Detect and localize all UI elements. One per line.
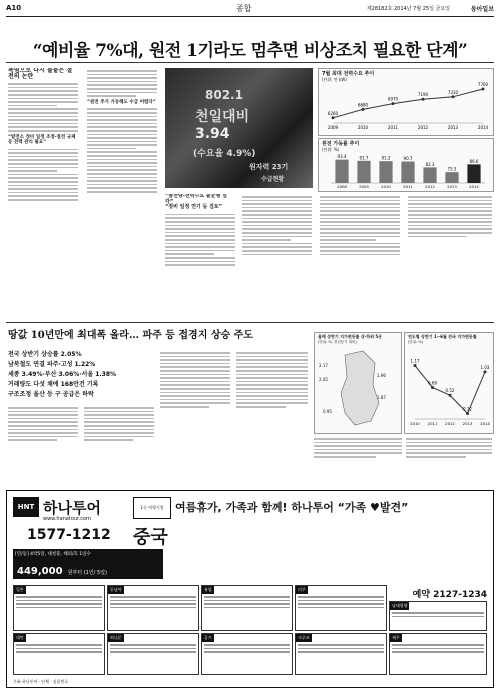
map-label-3: 1.96 bbox=[377, 373, 386, 378]
chart4-tick-label: 2013 bbox=[462, 421, 473, 426]
chart4-point bbox=[484, 370, 487, 373]
chart3-unit: (단위: %, 전년동기 대비) bbox=[318, 340, 357, 344]
chart2-value-label: 90.7 bbox=[403, 156, 413, 162]
brand-logo: HNT bbox=[13, 497, 39, 517]
lead-1: 전국 상반기 상승률 2.05% bbox=[8, 351, 82, 358]
chart2-tick-label: 2014 bbox=[469, 184, 479, 189]
lead-5: 구조조정 울산 등 구 공급은 하락 bbox=[8, 391, 94, 398]
chart-nuclear-rate bbox=[318, 138, 494, 192]
chart1-svg bbox=[319, 69, 493, 135]
land-price-leads bbox=[8, 350, 158, 400]
chart1-line bbox=[333, 89, 483, 118]
chart2-bar bbox=[467, 164, 480, 183]
land-col-2 bbox=[84, 405, 154, 483]
chart2-value-label: 91.2 bbox=[381, 155, 391, 161]
chart-land-map bbox=[314, 332, 402, 434]
ad-brand: 하나투어 bbox=[43, 499, 101, 517]
article-column-6 bbox=[408, 194, 492, 316]
chart2-value-label: 91.7 bbox=[359, 155, 369, 161]
chart2-bar bbox=[423, 167, 436, 183]
ad-cell[interactable]: 허니문 bbox=[107, 633, 199, 675]
korea-map bbox=[315, 333, 401, 433]
chart4-value-label: 0.69 bbox=[428, 380, 437, 386]
article-column-1 bbox=[8, 68, 78, 316]
map-shape bbox=[341, 351, 379, 425]
chart2-tick-label: 2008 bbox=[337, 184, 347, 189]
chart1-point bbox=[482, 88, 485, 91]
section-rule bbox=[6, 322, 494, 323]
page-header bbox=[6, 2, 494, 17]
chart1-title: 7월 최대 전력수요 추이 bbox=[322, 71, 375, 77]
chart2-tick-label: 2010 bbox=[381, 184, 391, 189]
chart1-tick-label: 2012 bbox=[417, 125, 429, 130]
article-column-2 bbox=[87, 68, 157, 316]
quote-heading-1: “발전소 정비 일정 조정·절전 규제 등 전력 관리 필요” bbox=[8, 134, 76, 146]
chart4-point bbox=[431, 386, 434, 389]
chart4-value-label: 1.03 bbox=[480, 364, 490, 370]
map-label-1: 2.17 bbox=[319, 363, 328, 368]
publisher-name: 동아일보 bbox=[470, 6, 494, 13]
chart2-tick-label: 2009 bbox=[359, 184, 369, 189]
chart4-tick-label: 2014 bbox=[480, 421, 490, 426]
ad-cell[interactable]: 일본 bbox=[13, 585, 105, 631]
photo-text-5: 원자력 23기 bbox=[249, 163, 289, 171]
mid-heading-1: “발전량-전력수요 불균형 심각” bbox=[165, 194, 227, 205]
chart-land-trend bbox=[404, 332, 494, 434]
chart4-tick-label: 2011 bbox=[427, 421, 438, 426]
chart2-svg bbox=[319, 139, 493, 191]
chart4-value-label: 1.17 bbox=[410, 358, 420, 364]
ad-cell[interactable]: 크루즈 bbox=[295, 633, 387, 675]
ad-cell[interactable]: 유럽 bbox=[201, 585, 293, 631]
ad-price-suffix: 원부터 (1인/ 5일) bbox=[67, 570, 107, 576]
headline-rule bbox=[6, 62, 494, 63]
chart1-point bbox=[422, 98, 425, 101]
land-col-3 bbox=[160, 350, 230, 483]
chart1-value-label: 6680 bbox=[357, 102, 369, 108]
chart1-value-label: 7190 bbox=[417, 92, 429, 98]
mid-heading-2: “정비 일정 연기 등 검토” bbox=[165, 204, 223, 211]
article-column-4 bbox=[242, 194, 312, 316]
chart-peak-demand bbox=[318, 68, 494, 136]
lead-3: 세종 3.49%·부산 3.06%·서울 1.38% bbox=[8, 371, 117, 378]
chart4-value-label: 0.12 bbox=[463, 406, 472, 412]
chart1-point bbox=[332, 116, 335, 119]
ad-cell[interactable]: 골프 bbox=[201, 633, 293, 675]
article-column-3 bbox=[165, 194, 235, 316]
chart1-point bbox=[392, 102, 395, 105]
ad-cell[interactable]: 미주 bbox=[295, 585, 387, 631]
article-subhead: 폭염으로 다시 불붙은 절전의 논란 bbox=[8, 68, 73, 80]
ad-phone-2[interactable]: 예약 2127-1234 bbox=[412, 590, 487, 600]
chart1-value-label: 7700 bbox=[477, 82, 489, 87]
chart2-unit: (단위: %) bbox=[322, 147, 340, 152]
photo-text-2: 천일대비 bbox=[195, 109, 250, 125]
chart2-bar bbox=[379, 161, 392, 183]
ad-footer: 주최 하나투어 · 단체 · 상품번호 · bbox=[13, 679, 71, 684]
ad-deal-box[interactable] bbox=[13, 549, 163, 579]
chart3-title: 올해 상반기 지가변동률 상·하위 5곳 bbox=[318, 334, 382, 339]
chart1-tick-label: 2014 bbox=[477, 125, 489, 130]
ad-banner-left: 1등 여행기업 bbox=[133, 497, 171, 519]
quote-heading-2: “원전 추가 가동해도 수급 어렵다” bbox=[87, 99, 156, 105]
ad-price: 449,000 bbox=[17, 566, 63, 577]
chart2-bar bbox=[357, 161, 370, 183]
article-column-5 bbox=[320, 194, 400, 316]
chart2-title: 원전 가동률 추이 bbox=[322, 141, 360, 147]
map-label-4: 1.87 bbox=[377, 395, 386, 400]
ad-cell[interactable]: 대만 bbox=[13, 633, 105, 675]
photo-text-1: 802.1 bbox=[205, 88, 243, 102]
chart1-value-label: 7310 bbox=[447, 89, 459, 95]
chart1-value-label: 6970 bbox=[387, 96, 399, 102]
photo-text-4: (수요율 4.9%) bbox=[193, 149, 256, 159]
photo-text-6: 수급현황 bbox=[261, 176, 285, 183]
chart1-tick-label: 2009 bbox=[327, 125, 339, 130]
ad-tagline: 여름휴가, 가족과 함께! 하나투어 “가족 ♥발견” bbox=[175, 501, 409, 514]
chart1-tick-label: 2010 bbox=[357, 125, 369, 130]
ad-phone[interactable]: 1577-1212 bbox=[27, 527, 111, 543]
photo-text-3: 3.94 bbox=[195, 126, 230, 142]
chart2-bar bbox=[401, 162, 414, 183]
land-price-headline: 땅값 10년만에 최대폭 올라… 파주 등 접경지 상승 주도 bbox=[8, 330, 253, 341]
chart4-value-label: 0.52 bbox=[445, 388, 455, 394]
chart4-tick-label: 2012 bbox=[445, 421, 455, 426]
section-title: 종합 bbox=[236, 4, 252, 13]
land-col-6 bbox=[406, 436, 492, 484]
ad-cell[interactable]: 동남아 bbox=[107, 585, 199, 631]
ad-deal: [연/동] 4박5일, 대청풍, 해외/호 1일수 bbox=[15, 552, 91, 557]
lead-4: 거래량도 다섯 채에 168만건 기록 bbox=[8, 381, 99, 388]
main-headline: “예비율 7%대, 원전 1기라도 멈추면 비상조치 필요한 단계” bbox=[32, 41, 468, 61]
chart1-unit: (단위: 만 kW) bbox=[322, 77, 347, 82]
land-col-1 bbox=[8, 405, 78, 483]
news-photo bbox=[165, 68, 313, 188]
issue-date: 제28182호 2014년 7월 25일 금요일 bbox=[366, 6, 450, 12]
ad-url[interactable]: www.hanatour.com bbox=[43, 516, 91, 522]
ad-cell[interactable]: 남태평양 bbox=[389, 601, 487, 631]
chart4-title: 연도별 상반기 1~6월 전국 지가변동률 bbox=[408, 334, 477, 339]
chart4-unit: (단위: %) bbox=[408, 340, 424, 344]
land-col-5 bbox=[314, 436, 402, 484]
chart1-tick-label: 2013 bbox=[447, 125, 459, 130]
chart1-value-label: 6260 bbox=[327, 110, 339, 116]
chart2-value-label: 75.5 bbox=[447, 166, 457, 172]
ad-region: 중국 bbox=[133, 527, 168, 548]
page-number: A10 bbox=[6, 4, 22, 12]
map-label-2: 2.05 bbox=[319, 377, 328, 382]
map-label-5: 0.95 bbox=[323, 409, 332, 414]
chart2-value-label: 82.3 bbox=[425, 161, 435, 167]
chart2-value-label: 93.4 bbox=[337, 154, 347, 160]
chart1-tick-label: 2011 bbox=[387, 125, 399, 130]
chart2-value-label: 86.6 bbox=[469, 158, 479, 164]
land-col-4 bbox=[236, 350, 308, 483]
chart4-point bbox=[414, 364, 417, 367]
chart1-point bbox=[362, 108, 365, 111]
chart2-tick-label: 2011 bbox=[403, 184, 413, 189]
chart4-point bbox=[449, 394, 452, 397]
chart2-tick-label: 2013 bbox=[447, 184, 457, 189]
chart2-bar bbox=[445, 172, 458, 183]
lead-2: 남북철도 연결 파주·고성 1.22% bbox=[8, 361, 96, 368]
chart2-tick-label: 2012 bbox=[425, 184, 435, 189]
chart1-point bbox=[452, 95, 455, 98]
hanatour-ad[interactable] bbox=[6, 490, 494, 688]
chart4-point bbox=[466, 412, 469, 415]
chart4-tick-label: 2010 bbox=[410, 421, 420, 426]
chart2-bar bbox=[335, 160, 348, 183]
chart4-svg bbox=[405, 333, 493, 433]
ad-cell[interactable]: 제주 bbox=[389, 633, 487, 675]
